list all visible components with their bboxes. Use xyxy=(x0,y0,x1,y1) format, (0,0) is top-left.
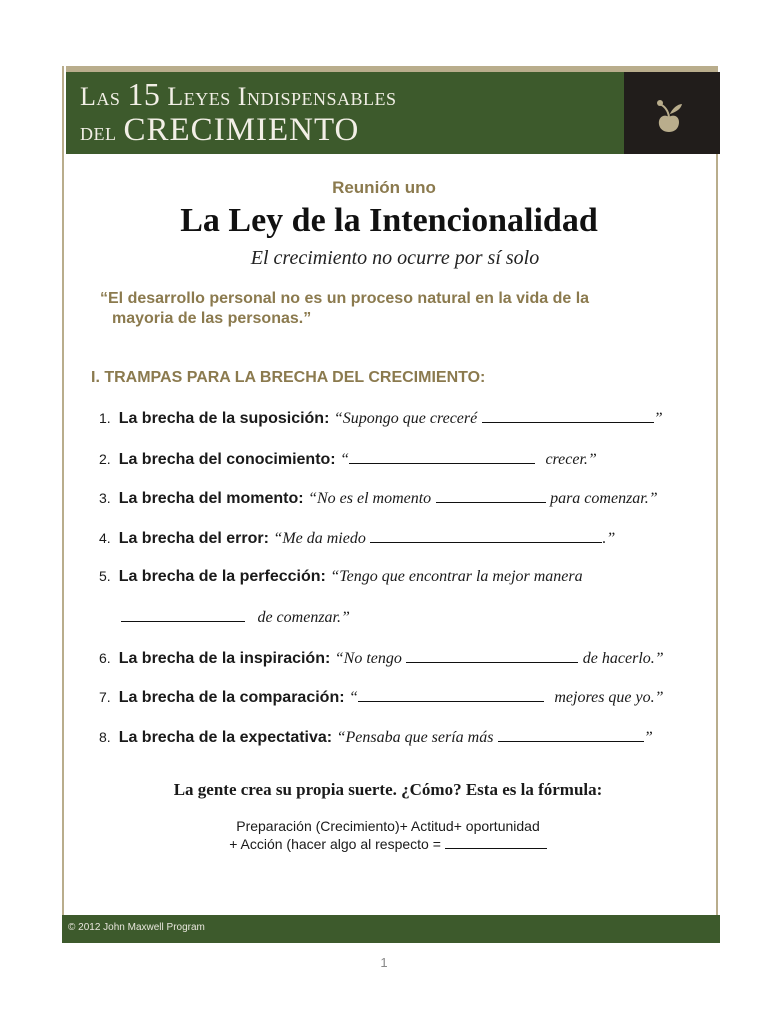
item-number: 3. xyxy=(99,490,111,506)
fill-blank[interactable] xyxy=(370,528,602,543)
header-banner xyxy=(66,72,720,154)
page-title: La Ley de la Intencionalidad xyxy=(180,202,598,239)
list-item xyxy=(99,687,664,707)
list-item xyxy=(99,568,583,586)
formula-line2-wrap xyxy=(0,835,768,853)
item-text-end: de hacerlo.” xyxy=(582,650,664,667)
fill-blank[interactable] xyxy=(121,607,245,622)
fill-blank[interactable] xyxy=(436,488,546,503)
fill-blank[interactable] xyxy=(349,449,535,464)
title-line2-prefix: del xyxy=(80,117,117,146)
quote-line2: mayoria de las personas.” xyxy=(112,310,312,327)
item-text: “ xyxy=(349,689,358,706)
fill-blank[interactable] xyxy=(406,648,578,663)
item-text-end: .” xyxy=(602,530,616,547)
item-number: 7. xyxy=(99,689,111,705)
fill-blank[interactable] xyxy=(498,727,644,742)
item-text: “Me da miedo xyxy=(273,530,366,547)
item-text-end: ” xyxy=(643,729,653,746)
item-text-end: mejores que yo.” xyxy=(554,689,664,706)
formula-line2: + Acción (hacer algo al respecto = xyxy=(229,836,441,852)
fill-blank[interactable] xyxy=(445,836,547,849)
item-number: 4. xyxy=(99,530,111,546)
footer-bar xyxy=(62,915,720,943)
item-text: “Pensaba que sería más xyxy=(336,729,494,746)
item-label: La brecha del error: xyxy=(118,530,269,547)
item-number: 5. xyxy=(99,568,111,584)
copyright: © 2012 John Maxwell Program xyxy=(68,922,205,933)
list-item xyxy=(99,727,653,747)
item-number: 6. xyxy=(99,650,111,666)
sprout-logo-icon xyxy=(652,94,686,134)
banner-title xyxy=(80,78,396,147)
list-item xyxy=(99,528,615,548)
list-item xyxy=(99,488,658,508)
item-number: 8. xyxy=(99,729,111,745)
item-text: “Tengo que encontrar la mejor manera xyxy=(330,568,583,585)
item-text-end: crecer.” xyxy=(545,451,597,468)
banner-dark-panel xyxy=(624,72,720,154)
list-item xyxy=(99,648,664,668)
list-item xyxy=(99,408,663,428)
item-label: La brecha de la suposición: xyxy=(118,410,330,427)
fill-blank[interactable] xyxy=(482,408,654,423)
item-label: La brecha de la perfección: xyxy=(118,568,326,585)
quote xyxy=(100,289,660,329)
item-label: La brecha del conocimiento: xyxy=(118,451,336,468)
item-label: La brecha de la expectativa: xyxy=(118,729,333,746)
item-text: “No tengo xyxy=(334,650,402,667)
fill-blank[interactable] xyxy=(358,687,544,702)
formula xyxy=(0,817,768,853)
item-number: 2. xyxy=(99,451,111,467)
formula-title: La gente crea su propia suerte. ¿Cómo? Esta es la fórmula: xyxy=(173,780,603,799)
item-text-end: ” xyxy=(653,410,663,427)
quote-line1: “El desarrollo personal no es un proceso natural en la vida de la xyxy=(100,290,590,307)
tagline: El crecimiento no ocurre por sí solo xyxy=(250,247,540,269)
item-text: “No es el momento xyxy=(308,490,432,507)
list-item-continuation xyxy=(121,607,350,627)
item-text-end: de comenzar.” xyxy=(257,609,350,626)
title-prefix: Las xyxy=(80,82,121,111)
item-number: 1. xyxy=(99,410,111,426)
item-label: La brecha del momento: xyxy=(118,490,304,507)
item-text: “ xyxy=(340,451,349,468)
item-label: La brecha de la comparación: xyxy=(118,689,345,706)
item-label: La brecha de la inspiración: xyxy=(118,650,331,667)
item-text-end: para comenzar.” xyxy=(550,490,658,507)
list-item xyxy=(99,449,597,469)
formula-line1: Preparación (Crecimiento)+ Actitud+ oportunidad xyxy=(236,818,540,834)
section-heading: I. TRAMPAS PARA LA BRECHA DEL CRECIMIENTO: xyxy=(91,369,486,386)
page-number: 1 xyxy=(380,955,388,970)
title-number: 15 xyxy=(127,76,161,112)
title-middle: Leyes Indispensables xyxy=(167,82,397,111)
title-line2-main: CRECIMIENTO xyxy=(123,112,360,148)
session-label: Reunión uno xyxy=(332,178,436,197)
item-text: “Supongo que creceré xyxy=(333,410,478,427)
